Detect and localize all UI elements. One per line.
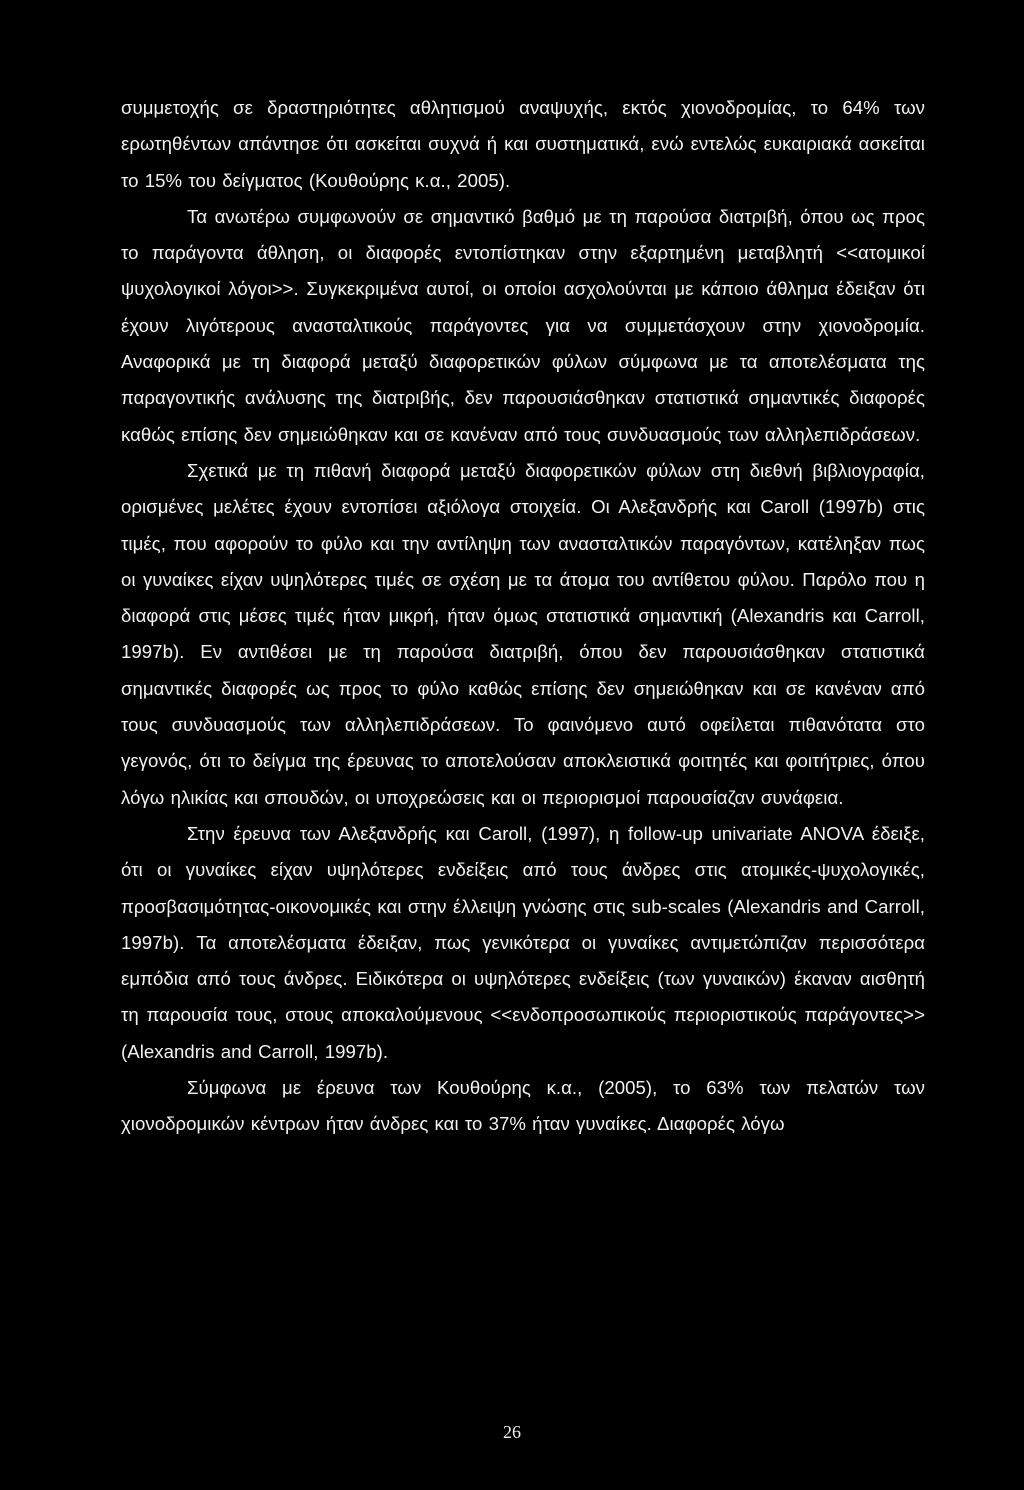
paragraph-5: Σύμφωνα με έρευνα των Κουθούρης κ.α., (2005), το 63% των πελατών των χιονοδρομικών κέντρων ήταν άνδρες και το 37% ήταν γυναίκες. Διαφορές λόγω (121, 1077, 925, 1135)
paragraph-3: Σχετικά με τη πιθανή διαφορά μεταξύ διαφορετικών φύλων στη διεθνή βιβλιογραφία, ορισμένες μελέτες έχουν εντοπίσει αξιόλογα στοιχεία. Οι Αλεξανδρής και Caroll (1997b) στις τιμές, που αφορούν το φύλο και την αντίληψη των ανασταλτικών παραγόντων, κατέληξαν πως οι γυναίκες είχαν υψηλότερες τιμές σε σχέση με τα άτομα του αντίθετου φύλου. Παρόλο που η διαφορά στις μέσες τιμές ήταν μικρή, ήταν όμως στατιστικά σημαντική (Alexandris και Carroll, 1997b). Εν αντιθέσει με τη παρούσα διατριβή, όπου δεν παρουσιάσθηκαν στατιστικά σημαντικές διαφορές ως προς το φύλο καθώς επίσης δεν σημειώθηκαν και σε κανέναν από τους συνδυασμούς των αλληλεπιδράσεων. Το φαινόμενο αυτό οφείλεται πιθανότατα στο γεγονός, ότι το δείγμα της έρευνας το αποτελούσαν αποκλειστικά φοιτητές και φοιτήτριες, όπου λόγω ηλικίας και σπουδών, οι υποχρεώσεις και οι περιορισμοί παρουσίαζαν συνάφεια. (121, 459, 925, 808)
paragraph-4: Στην έρευνα των Αλεξανδρής και Caroll, (1997), η follow-up univariate ANOVA έδειξε, ότι οι γυναίκες είχαν υψηλότερες ενδείξεις από τους άνδρες στις ατομικές-ψυχολογικές, προσβασιμότητας-οικονομικές και στην έλλειψη γνώσης στις sub-scales (Alexandris and Carroll, 1997b). Τα αποτελέσματα έδειξαν, πως γενικότερα οι γυναίκες αντιμετώπιζαν περισσότερα εμπόδια από τους άνδρες. Ειδικότερα οι υψηλότερες ενδείξεις (των γυναικών) έκαναν αισθητή τη παρουσία τους, στους αποκαλούμενους <<ενδοπροσωπικούς περιοριστικούς παράγοντες>> (Alexandris and Carroll, 1997b). (121, 822, 925, 1062)
paragraph-1: συμμετοχής σε δραστηριότητες αθλητισμού αναψυχής, εκτός χιονοδρομίας, το 64% των ερωτηθέντων απάντησε ότι ασκείται συχνά ή και συστηματικά, ενώ εντελώς ευκαιριακά ασκείται το 15% του δείγματος (Κουθούρης κ.α., 2005). (121, 97, 925, 191)
body-text (121, 90, 925, 1143)
page-number: 26 (503, 1422, 521, 1442)
paragraph-2: Τα ανωτέρω συμφωνούν σε σημαντικό βαθμό με τη παρούσα διατριβή, όπου ως προς το παράγοντα άθληση, οι διαφορές εντοπίστηκαν στην εξαρτημένη μεταβλητή <<ατομικοί ψυχολογικοί λόγοι>>. Συγκεκριμένα αυτοί, οι οποίοι ασχολούνται με κάποιο άθλημα έδειξαν ότι έχουν λιγότερους ανασταλτικούς παράγοντες για να συμμετάσχουν στην χιονοδρομία. Αναφορικά με τη διαφορά μεταξύ διαφορετικών φύλων σύμφωνα με τα αποτελέσματα της παραγοντικής ανάλυσης της διατριβής, δεν παρουσιάσθηκαν στατιστικά σημαντικές διαφορές καθώς επίσης δεν σημειώθηκαν και σε κανέναν από τους συνδυασμούς των αλληλεπιδράσεων. (121, 205, 925, 445)
